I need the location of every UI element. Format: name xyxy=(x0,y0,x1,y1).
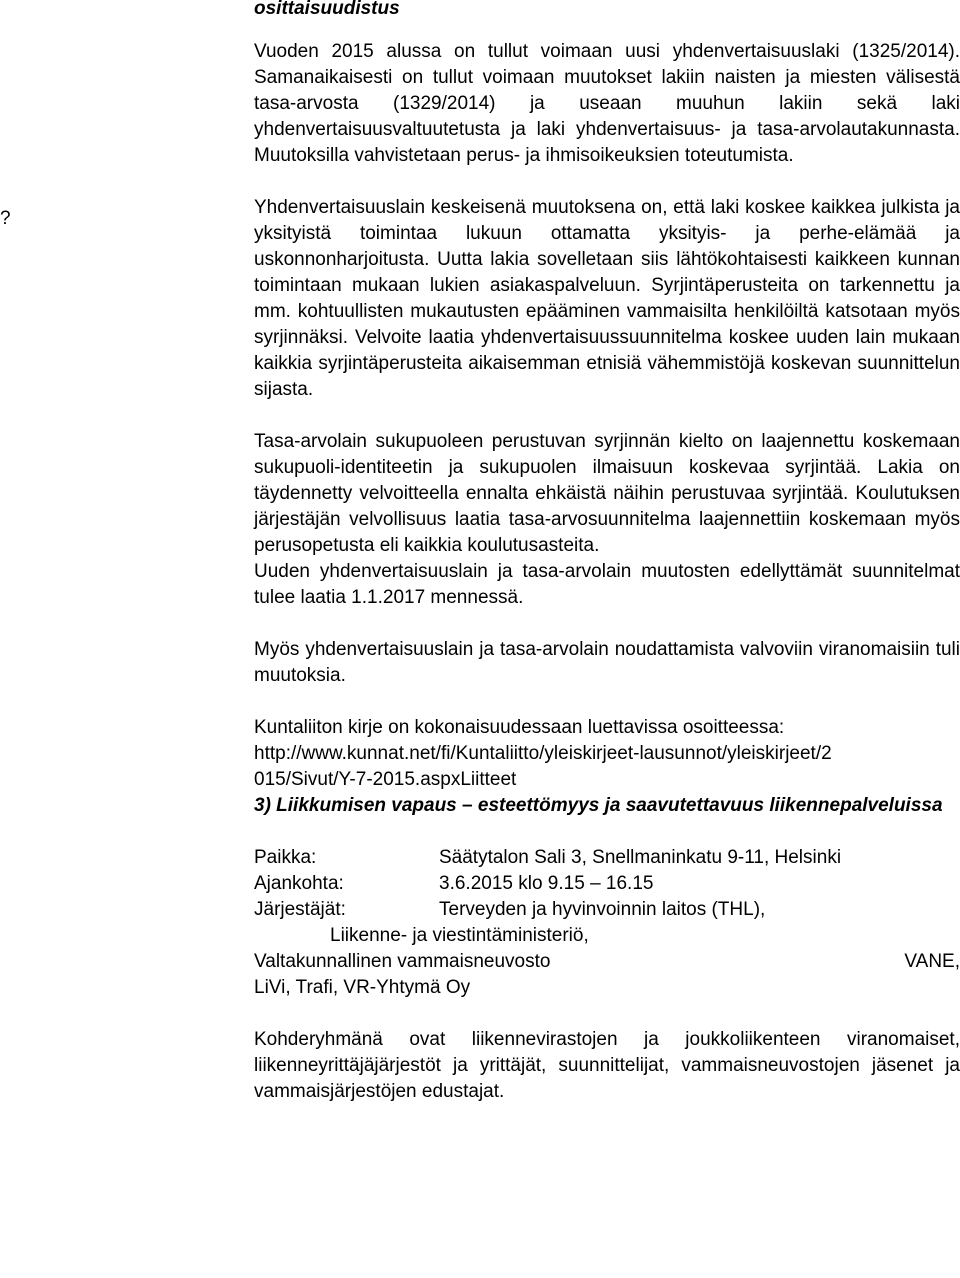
organizers-line-3 xyxy=(254,949,960,975)
margin-question-mark: ? xyxy=(0,208,11,229)
paragraph-law-reform: Vuoden 2015 alussa on tullut voimaan uusi yhdenvertaisuuslaki (1325/2014). Samanaikaisesti on tullut voimaan muutokset lakiin naisten ja miesten välisestä tasa-arvosta (1329/2014) ja useaan muuhun lakiin sekä laki yhdenvertaisuusvaltuutetusta ja laki yhdenvertaisuus- ja tasa-arvolautakunnasta. Muutoksilla vahvistetaan perus- ja ihmisoikeuksien toteutumista. xyxy=(254,41,960,166)
circular-url-line-2[interactable]: 015/Sivut/Y-7-2015.aspxLiitteet xyxy=(254,769,517,790)
time-label: Ajankohta: xyxy=(254,873,344,894)
document-content xyxy=(254,0,960,1105)
organizers-line-3-left: Valtakunnallinen vammaisneuvosto xyxy=(254,951,551,972)
paragraph-gender-equality-act: Tasa-arvolain sukupuoleen perustuvan syrjinnän kielto on laajennettu koskemaan sukupuoli-identiteetin ja sukupuolen ilmaisuun koskevaa syrjintää. Lakia on täydennetty velvoitteella ennalta ehkäistä näihin perustuvaa syrjintää. Koulutuksen järjestäjän velvollisuus laatia tasa-arvosuunnitelma laajennettiin koskemaan myös perusopetusta eli kaikkia koulutusasteita. xyxy=(254,431,960,556)
organizers-line-3-right: VANE, xyxy=(904,951,960,972)
info-row-place xyxy=(254,845,960,871)
info-row-organizers xyxy=(254,897,960,923)
paragraph-deadline: Uuden yhdenvertaisuuslain ja tasa-arvolain muutosten edellyttämät suunnitelmat tulee laatia 1.1.2017 mennessä. xyxy=(254,561,960,608)
organizers-line-4: LiVi, Trafi, VR-Yhtymä Oy xyxy=(254,977,471,998)
paragraph-equality-act-changes: Yhdenvertaisuuslain keskeisenä muutoksena on, että laki koskee kaikkea julkista ja yksityistä toimintaa lukuun ottamatta yksityis- ja perhe-elämää ja uskonnonharjoitusta. Uutta lakia sovelletaan siis lähtökohtaisesti kaikkeen kunnan toimintaan mukaan lukien asiakaspalveluun. Syrjintäperusteita on tarkennettu ja mm. kohtuullisten mukautusten epääminen vammaisilta henkilöiltä katsotaan myös syrjinnäksi. Velvoite laatia yhdenvertaisuussuunnitelma koskee uuden lain mukaan kaikkia syrjintäperusteita aikaisemman etnisiä vähemmistöjä koskevan suunnittelun sijasta. xyxy=(254,197,960,400)
paragraph-circular-link xyxy=(254,715,960,793)
place-label: Paikka: xyxy=(254,847,317,868)
event-info xyxy=(254,845,960,1001)
organizers-line-2: Liikenne- ja viestintäministeriö, xyxy=(330,925,589,946)
place-value: Säätytalon Sali 3, Snellmaninkatu 9-11, Helsinki xyxy=(439,847,842,868)
info-row-time xyxy=(254,871,960,897)
paragraph-supervision: Myös yhdenvertaisuuslain ja tasa-arvolain noudattamista valvoviin viranomaisiin tuli muutoksia. xyxy=(254,639,960,686)
section-title-mobility: 3) Liikkumisen vapaus – esteettömyys ja saavutettavuus liikennepalveluissa xyxy=(254,795,943,816)
circular-link-text: Kuntaliiton kirje on kokonaisuudessaan luettavissa osoitteessa: xyxy=(254,717,785,738)
time-value: 3.6.2015 klo 9.15 – 16.15 xyxy=(439,873,654,894)
paragraph-target-group: Kohderyhmänä ovat liikennevirastojen ja joukkoliikenteen viranomaiset, liikenneyrittäjäjärjestöt ja yrittäjät, suunnittelijat, vammaisneuvostojen jäsenet ja vammaisjärjestöjen edustajat. xyxy=(254,1029,960,1102)
organizers-value: Terveyden ja hyvinvoinnin laitos (THL), xyxy=(439,899,766,920)
circular-url-line-1[interactable]: http://www.kunnat.net/fi/Kuntaliitto/yleiskirjeet-lausunnot/yleiskirjeet/2 xyxy=(254,743,832,764)
heading-continuation: osittaisuudistus xyxy=(254,0,400,19)
organizers-label: Järjestäjät: xyxy=(254,899,346,920)
